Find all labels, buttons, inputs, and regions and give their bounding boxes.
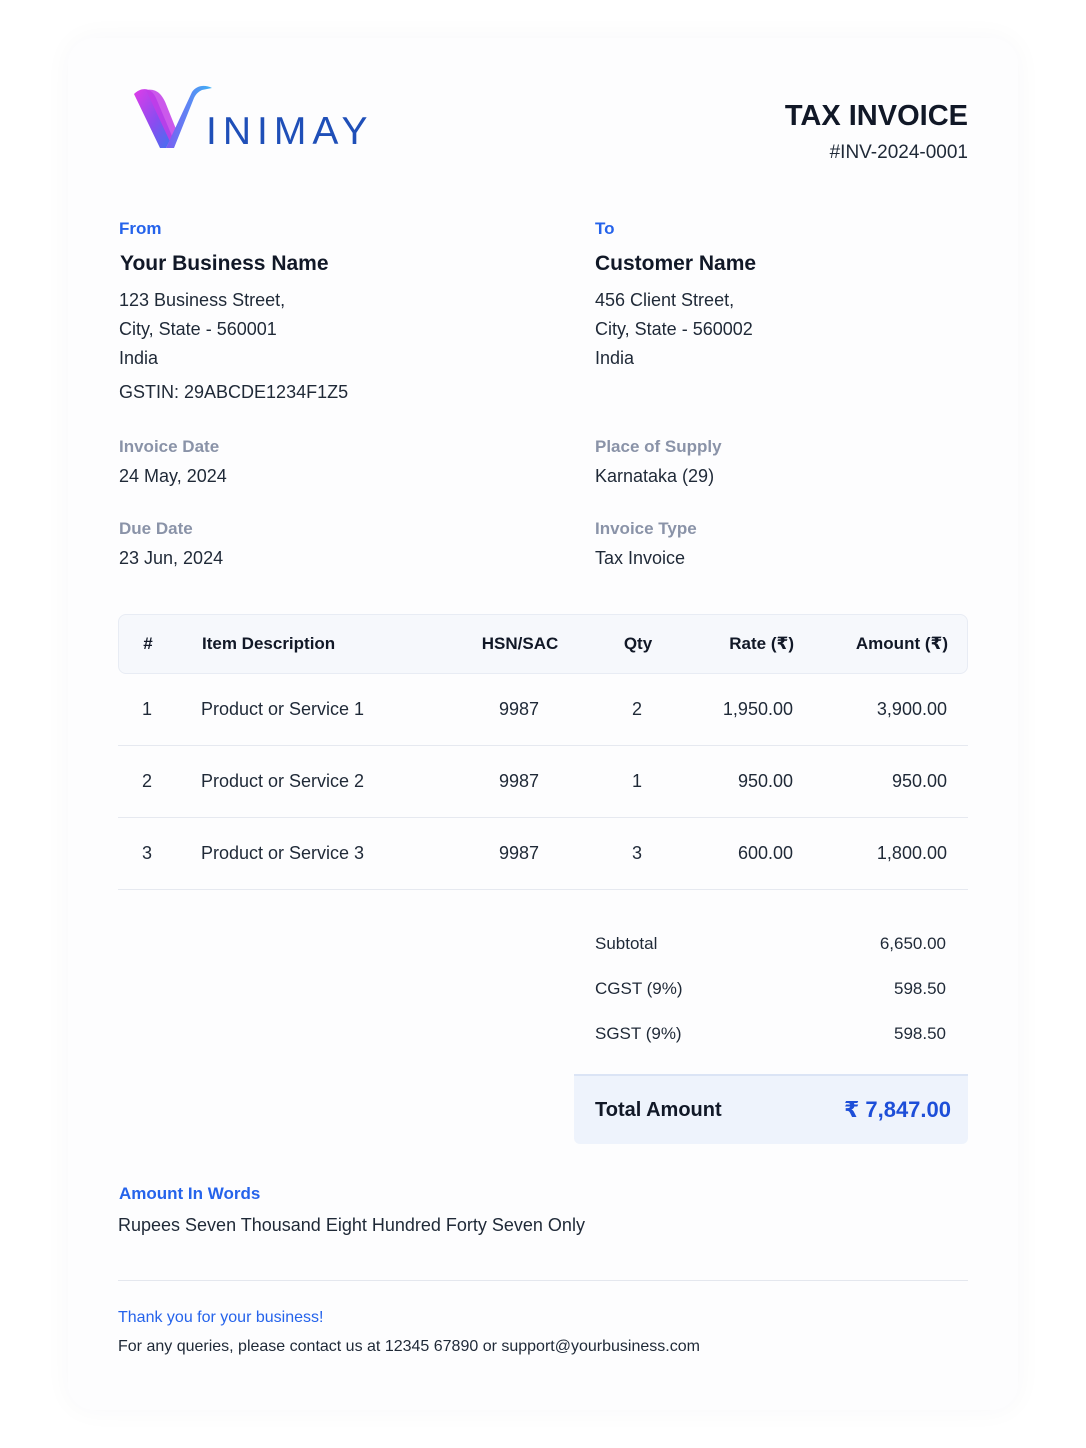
- row-amount: 950.00: [891, 771, 947, 791]
- row-hsn: 9987: [498, 699, 540, 719]
- invoice-type-value: Tax Invoice: [595, 548, 686, 568]
- row-description: Product or Service 3: [201, 843, 365, 863]
- items-table: [118, 614, 968, 890]
- subtotal-value: 6,650.00: [879, 934, 946, 953]
- to-label: To: [595, 219, 615, 238]
- place-of-supply-label: Place of Supply: [595, 437, 722, 456]
- total-amount-value: ₹ 7,847.00: [843, 1097, 951, 1122]
- document-title: TAX INVOICE: [784, 100, 968, 132]
- header-qty: Qty: [623, 634, 653, 653]
- sgst-value: 598.50: [894, 1024, 946, 1043]
- total-amount-label: Total Amount: [595, 1098, 722, 1121]
- place-of-supply-value: Karnataka (29): [595, 466, 715, 486]
- row-qty: 3: [631, 843, 642, 863]
- thank-you-note: Thank you for your business!: [118, 1309, 324, 1326]
- header-number: #: [143, 634, 153, 653]
- from-address: [119, 286, 285, 373]
- row-rate: 1,950.00: [722, 699, 793, 719]
- row-hsn: 9987: [498, 843, 540, 863]
- to-address-line: India: [595, 348, 635, 368]
- sgst-label: SGST (9%): [595, 1024, 682, 1043]
- to-address: [595, 286, 753, 373]
- row-qty: 2: [631, 699, 642, 719]
- to-customer-name: Customer Name: [595, 252, 757, 275]
- to-address-line: City, State - 560002: [595, 319, 753, 339]
- due-date-label: Due Date: [119, 519, 193, 538]
- row-description: Product or Service 1: [201, 699, 365, 719]
- invoice-type-label: Invoice Type: [595, 519, 697, 538]
- row-number: 2: [141, 771, 152, 791]
- row-amount: 1,800.00: [876, 843, 947, 863]
- row-number: 3: [141, 843, 152, 863]
- amount-in-words-label: Amount In Words: [119, 1184, 261, 1203]
- header-amount: Amount (₹): [855, 634, 948, 653]
- header-rate: Rate (₹): [729, 634, 794, 653]
- row-rate: 950.00: [737, 771, 793, 791]
- contact-info: For any queries, please contact us at 12345 67890 or support@yourbusiness.com: [118, 1338, 700, 1355]
- due-date-value: 23 Jun, 2024: [119, 548, 224, 568]
- row-hsn: 9987: [498, 771, 540, 791]
- table-header: [118, 614, 968, 674]
- amount-in-words-value: Rupees Seven Thousand Eight Hundred Forty Seven Only: [118, 1215, 585, 1235]
- cgst-value: 598.50: [894, 979, 946, 998]
- row-qty: 1: [631, 771, 642, 791]
- from-address-line: 123 Business Street,: [119, 290, 286, 310]
- header-hsn: HSN/SAC: [481, 634, 559, 653]
- from-address-line: India: [119, 348, 159, 368]
- header-description: Item Description: [202, 634, 336, 653]
- from-label: From: [119, 219, 162, 238]
- table-row: [118, 674, 968, 746]
- from-business-name: Your Business Name: [120, 252, 329, 275]
- row-number: 1: [141, 699, 152, 719]
- subtotal-label: Subtotal: [595, 934, 658, 953]
- invoice-date-label: Invoice Date: [119, 437, 220, 456]
- to-address-line: 456 Client Street,: [595, 290, 735, 310]
- from-address-line: City, State - 560001: [119, 319, 277, 339]
- invoice-number: #INV-2024-0001: [829, 142, 968, 163]
- from-gstin: GSTIN: 29ABCDE1234F1Z5: [119, 382, 349, 402]
- brand-logo-text: INIMAY: [206, 110, 374, 153]
- invoice-date-value: 24 May, 2024: [119, 466, 227, 486]
- row-rate: 600.00: [737, 843, 793, 863]
- table-row: [118, 746, 968, 818]
- table-row: [118, 818, 968, 890]
- total-amount-box: [574, 1074, 968, 1144]
- footer-divider: [118, 1280, 968, 1281]
- row-amount: 3,900.00: [876, 699, 947, 719]
- row-description: Product or Service 2: [201, 771, 365, 791]
- cgst-label: CGST (9%): [595, 979, 683, 998]
